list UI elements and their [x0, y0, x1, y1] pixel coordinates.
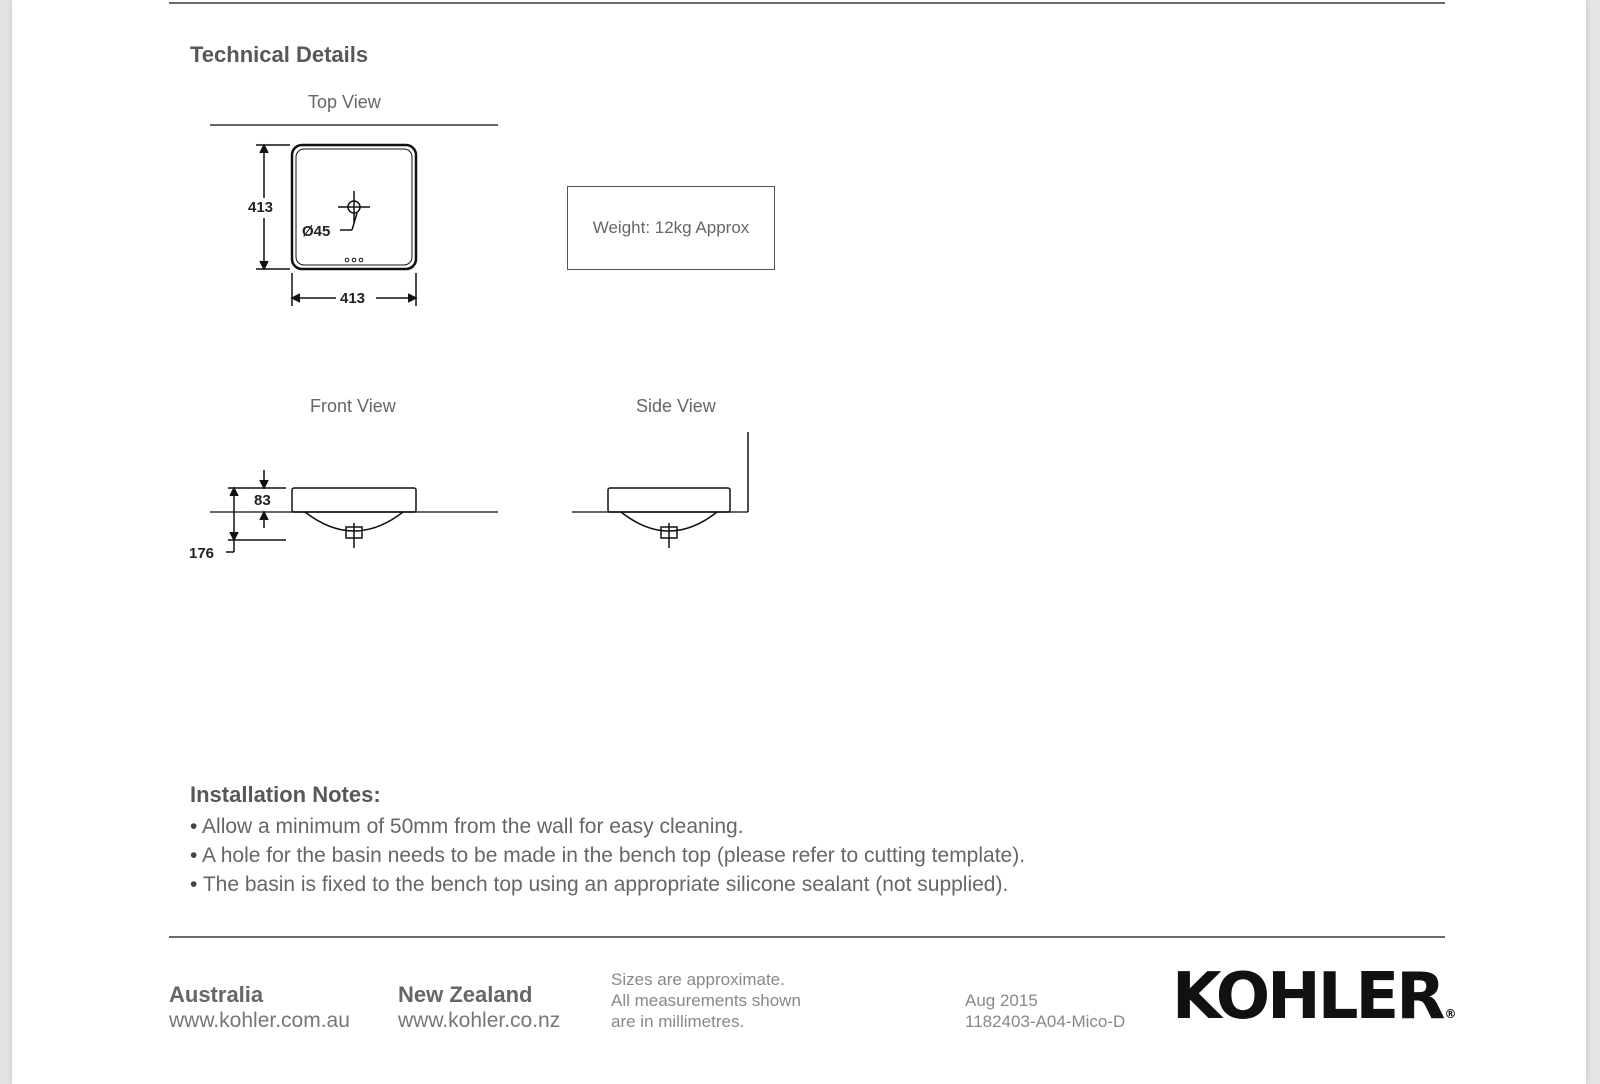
waste-diameter-dimension: Ø45: [302, 223, 331, 240]
footer-new-zealand: [398, 982, 560, 1034]
installation-notes: [190, 782, 1025, 899]
installation-notes-heading: Installation Notes:: [190, 782, 381, 807]
new-zealand-label: New Zealand: [398, 982, 533, 1007]
top-height-dimension: 413: [248, 199, 274, 216]
side-view-caption: Side View: [636, 396, 716, 416]
disclaimer-line: are in millimetres.: [611, 1012, 745, 1031]
top-view-caption: Top View: [308, 92, 381, 112]
footer-disclaimer: [611, 969, 801, 1032]
front-view-drawing: [210, 470, 498, 552]
australia-label: Australia: [169, 982, 264, 1007]
spec-sheet-page: [12, 0, 1586, 1084]
side-view-drawing: [572, 432, 748, 548]
disclaimer-line: All measurements shown: [611, 991, 801, 1010]
australia-website-link[interactable]: www.kohler.com.au: [169, 1009, 350, 1032]
footer-doc-info: [965, 990, 1125, 1032]
installation-note: • Allow a minimum of 50mm from the wall for easy cleaning.: [190, 812, 1025, 841]
document-date: Aug 2015: [965, 991, 1038, 1010]
top-width-dimension: 413: [340, 290, 366, 307]
technical-drawings: [12, 0, 1586, 1084]
weight-label: Weight: 12kg Approx: [592, 218, 750, 237]
document-code: 1182403-A04-Mico-D: [965, 1012, 1126, 1031]
front-depth-dimension: 176: [189, 545, 215, 562]
front-view-caption: Front View: [310, 396, 396, 416]
footer-australia: [169, 982, 350, 1034]
brand-wordmark: KOHLER: [1172, 960, 1443, 1034]
installation-note: • A hole for the basin needs to be made in the bench top (please refer to cutting template).: [190, 841, 1025, 870]
front-rim-dimension: 83: [254, 492, 271, 509]
footer-rule: [169, 936, 1445, 938]
kohler-logo: [1172, 962, 1456, 1049]
weight-box: [567, 186, 775, 270]
technical-details-heading: Technical Details: [190, 42, 369, 67]
disclaimer-line: Sizes are approximate.: [611, 970, 785, 989]
installation-notes-list: [190, 812, 1025, 899]
installation-note: • The basin is fixed to the bench top using an appropriate silicone sealant (not supplied).: [190, 870, 1025, 899]
registered-mark: ®: [1444, 1007, 1457, 1021]
new-zealand-website-link[interactable]: www.kohler.co.nz: [398, 1009, 561, 1032]
